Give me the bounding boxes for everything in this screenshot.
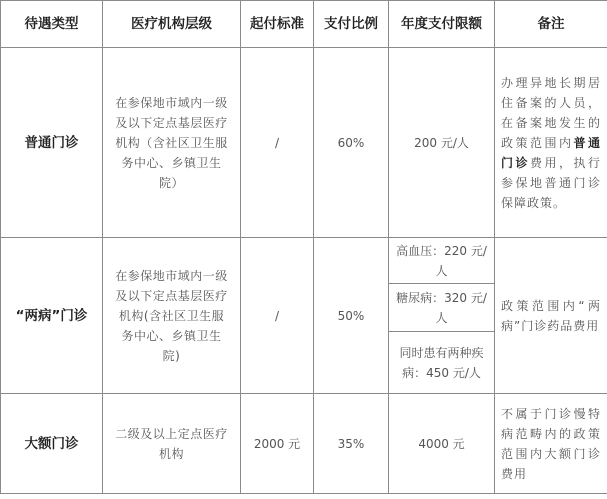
- remark-emphasis: 普通门诊: [501, 135, 601, 170]
- header-deductible: 起付标准: [241, 1, 314, 48]
- remark-cell: [495, 48, 607, 238]
- remark-text: 费用，执行参保地普通门诊保障政策。: [501, 155, 601, 210]
- ratio-cell: 35%: [314, 394, 389, 494]
- deductible-cell: /: [241, 238, 314, 394]
- benefit-type-cell: “两病”门诊: [1, 238, 103, 394]
- annual-limit-hypertension: 高血压：220 元/人: [389, 238, 495, 284]
- institution-cell: 在参保地市域内一级及以下定点基层医疗机构（含社区卫生服务中心、乡镇卫生院）: [103, 48, 241, 238]
- table-row: [1, 238, 607, 284]
- deductible-cell: 2000 元: [241, 394, 314, 494]
- annual-limit-diabetes: 糖尿病：320 元/人: [389, 284, 495, 332]
- institution-cell: 二级及以上定点医疗机构: [103, 394, 241, 494]
- annual-limit-both: 同时患有两种疾病：450 元/人: [389, 332, 495, 394]
- header-ratio: 支付比例: [314, 1, 389, 48]
- annual-limit-cell: 200 元/人: [389, 48, 495, 238]
- deductible-cell: /: [241, 48, 314, 238]
- ratio-cell: 50%: [314, 238, 389, 394]
- institution-cell: 在参保地市域内一级及以下定点基层医疗机构(含社区卫生服务中心、乡镇卫生院): [103, 238, 241, 394]
- ratio-cell: 60%: [314, 48, 389, 238]
- header-remark: 备注: [495, 1, 607, 48]
- remark-text: 办理异地长期居住备案的人员，在备案地发生的政策范围内: [501, 75, 601, 150]
- header-institution: 医疗机构层级: [103, 1, 241, 48]
- remark-cell: 不属于门诊慢特病范畴内的政策范围内大额门诊费用: [495, 394, 607, 494]
- benefit-type-cell: 大额门诊: [1, 394, 103, 494]
- table-row: [1, 394, 607, 494]
- header-annual-limit: 年度支付限额: [389, 1, 495, 48]
- header-type: 待遇类型: [1, 1, 103, 48]
- table-row: [1, 48, 607, 238]
- remark-cell: 政策范围内“两病”门诊药品费用: [495, 238, 607, 394]
- header-row: [1, 1, 607, 48]
- annual-limit-cell: 4000 元: [389, 394, 495, 494]
- benefit-type-cell: 普通门诊: [1, 48, 103, 238]
